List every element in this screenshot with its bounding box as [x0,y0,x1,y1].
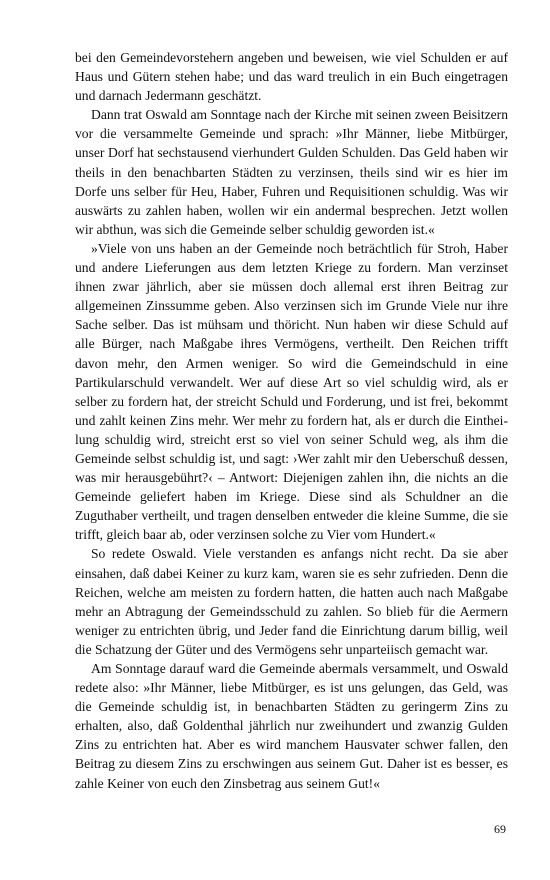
paragraph-2: Dann trat Oswald am Sonntage nach der Kirche mit seinen zween Beisitzern vor die versammelte Gemeinde und sprach: »Ihr Männer, liebe Mitbürger, unser Dorf hat sechstausend vierhundert Gulden Schulden. Das Geld haben wir theils in den benachbarten Städten zu verzinsen, theils sind wir es hier im Dorfe uns selber für Heu, Haber, Fuhren und Requisitionen schuldig. Was wir auswärts zu zahlen haben, wollen wir ein andermal besprechen. Jetzt wollen wir abthun, was sich die Gemeinde selber schuldig geworden ist.« [75,107,508,237]
page-number: 69 [494,822,506,836]
paragraph-1: bei den Gemeindevorstehern angeben und beweisen, wie viel Schulden er auf Haus und Gütern stehen habe; und das ward treulich in ein Buch eingetragen und darnach Jedermann geschätzt. [75,50,508,104]
paragraph-5: Am Sonntage darauf ward die Gemeinde abermals versammelt, und Oswald redete also: »Ihr Männer, liebe Mitbürger, es ist uns gelungen, das Geld, was die Gemeinde schuldig ist, in benachbarten Städten zu geringerm Zins zu erhalten, also, daß Goldenthal jährlich nur zweihundert und zwanzig Gulden Zins zu entrichten hat. Aber es wird manchem Hausvater schwer fallen, den Beitrag zu diesem Zins zu erschwingen aus seinem Gut. Daher ist es besser, es zahle Keiner von euch den Zinsbetrag aus seinem Gut!« [75,661,508,791]
page-text [75,48,508,793]
paragraph-3: »Viele von uns haben an der Gemeinde noch beträchtlich für Stroh, Haber und andere Lieferungen aus dem letzten Kriege zu fordern. Man verzinset ihnen zwar jährlich, aber sie müssen doch allemal erst ihren Beitrag zur allgemeinen Zinssumme geben. Also verzinsen sich im Grunde Viele nur ihre Sache selber. Das ist mühsam und thöricht. Nun haben wir diese Schuld auf alle Bürger, nach Maßgabe ihres Vermögens, vertheilt. Den Reichen trifft davon mehr, den Armen weniger. So wird die Gemeindschuld in eine Partikularschuld verwandelt. Wer auf diese Art so viel schuldig wird, als er selber zu fordern hat, der streicht Schuld und Forderung, und ist frei, bekommt und zahlt keinen Zins mehr. Wer mehr zu fordern hat, als er durch die Eintheilung schuldig wird, streicht erst so viel von seiner Schuld weg, als ihm die Gemeinde selbst schuldig ist, und sagt: ›Wer zahlt mir den Ueberschuß dessen, was mir herausgebührt?‹ – Antwort: Diejenigen zahlen ihn, die nichts an die Gemeinde geliefert haben im Kriege. Diese sind als Schuldner an die Zuguthaber vertheilt, und tragen denselben entweder die kleine Summe, die sie trifft, gleich baar ab, oder verzinsen solche zu Vier vom Hundert.« [75,240,508,543]
paragraph-4: So redete Oswald. Viele verstanden es anfangs nicht recht. Da sie aber einsahen, daß dabei Keiner zu kurz kam, waren sie es sehr zufrieden. Denn die Reichen, welche am meisten zu fordern hatten, die hatten auch nach Maßgabe mehr an Abtragung der Gemeindsschuld zu zahlen. So blieb für die Aermern weniger zu entrichten übrig, und Jeder fand die Einrichtung darum billig, weil die Schatzung der Güter und des Vermögens sehr unparteiisch gemacht war. [75,546,508,657]
